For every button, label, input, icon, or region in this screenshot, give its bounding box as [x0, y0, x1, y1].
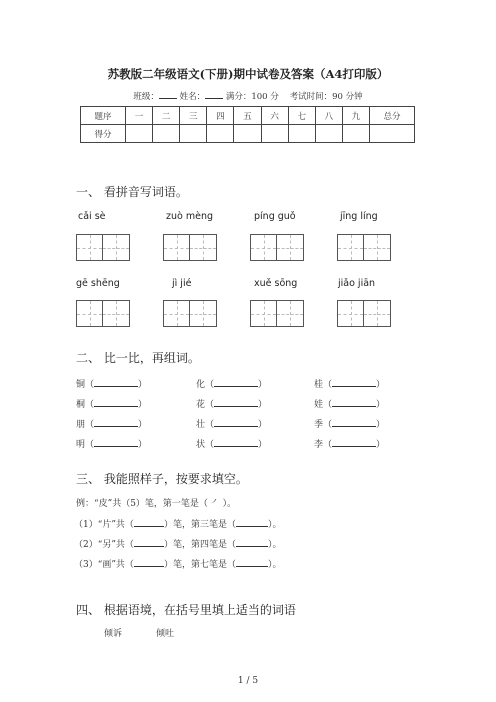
compare-item: 壮（ ）: [196, 417, 267, 430]
section-4-heading: 四、 根据语境，在括号里填上适当的词语: [76, 603, 296, 617]
score-header-cell: 六: [261, 107, 288, 125]
grid-cell[interactable]: [364, 300, 391, 327]
answer-blank[interactable]: [332, 397, 376, 407]
pinyin-label: jīng líng: [340, 211, 378, 222]
writing-grid[interactable]: [250, 234, 304, 261]
fill-text: ）笔，第三笔是（: [163, 520, 236, 530]
name-label: 姓名：: [179, 92, 206, 102]
char: 朋: [76, 420, 86, 430]
char: 花: [196, 400, 206, 410]
char: 桐: [76, 400, 86, 410]
name-blank: [205, 90, 223, 99]
answer-blank[interactable]: [214, 397, 258, 407]
grid-cell[interactable]: [364, 234, 391, 261]
score-header-cell: 七: [288, 107, 315, 125]
score-cell[interactable]: [342, 125, 369, 143]
score-header-cell: 八: [315, 107, 342, 125]
section-3-heading: 三、 我能照样子，按要求填空。: [76, 472, 248, 486]
answer-blank[interactable]: [332, 417, 376, 427]
fill-text: ）。: [267, 540, 282, 550]
answer-blank[interactable]: [94, 377, 138, 387]
answer-blank[interactable]: [214, 437, 258, 447]
score-cell[interactable]: [370, 125, 415, 143]
score-cell[interactable]: [234, 125, 261, 143]
answer-blank[interactable]: [236, 537, 268, 547]
grid-cell[interactable]: [277, 300, 304, 327]
answer-blank[interactable]: [134, 537, 164, 547]
pinyin-label: xuě sōng: [254, 278, 298, 289]
score-cell[interactable]: [207, 125, 234, 143]
grid-cell[interactable]: [190, 300, 217, 327]
fill-text: ）。: [267, 520, 282, 530]
example-line: 例：“皮”共（5）笔，第一笔是（ ㇒ ）。: [76, 499, 237, 509]
answer-blank[interactable]: [94, 397, 138, 407]
fill-text: （2）“另”共（: [74, 540, 134, 550]
pinyin-label: gē shēng: [76, 278, 120, 289]
answer-blank[interactable]: [214, 377, 258, 387]
score-cell[interactable]: [315, 125, 342, 143]
char: 季: [314, 420, 324, 430]
fill-text: （3）“画”共（: [74, 560, 134, 570]
score-header-cell: 总分: [370, 107, 415, 125]
char: 状: [196, 440, 206, 450]
pinyin-label: píng guǒ: [254, 211, 296, 222]
score-cell[interactable]: [261, 125, 288, 143]
writing-grid[interactable]: [337, 300, 391, 327]
compare-item: 桂（ ）: [314, 377, 385, 390]
grid-cell[interactable]: [250, 234, 277, 261]
compare-item: 季（ ）: [314, 417, 385, 430]
compare-item: 桐（ ）: [76, 397, 147, 410]
score-header-cell: 一: [126, 107, 153, 125]
char: 明: [76, 440, 86, 450]
compare-item: 娃（ ）: [314, 397, 385, 410]
answer-blank[interactable]: [236, 517, 268, 527]
score-row: [81, 125, 415, 143]
pinyin-label: zuò mèng: [166, 211, 213, 222]
score-header-cell: 九: [342, 107, 369, 125]
char: 李: [314, 440, 324, 450]
compare-item: 化（ ）: [196, 377, 267, 390]
writing-grid[interactable]: [337, 234, 391, 261]
grid-cell[interactable]: [163, 234, 190, 261]
page-number: 1 / 5: [237, 676, 259, 686]
score-cell[interactable]: [288, 125, 315, 143]
compare-item: 花（ ）: [196, 397, 267, 410]
fill-item: [74, 537, 281, 550]
score-header-cell: 三: [180, 107, 207, 125]
fill-text: ）。: [267, 560, 282, 570]
grid-cell[interactable]: [190, 234, 217, 261]
score-header-cell: 四: [207, 107, 234, 125]
grid-cell[interactable]: [103, 234, 130, 261]
score-table: [80, 106, 415, 143]
pinyin-label: jì jié: [172, 278, 192, 289]
char: 铜: [76, 380, 86, 390]
score-cell[interactable]: [126, 125, 153, 143]
class-label: 班级：: [133, 92, 159, 102]
fill-item: [74, 517, 281, 530]
fill-text: （1）“片”共（: [74, 520, 134, 530]
score-header-cell: 题序: [81, 107, 126, 125]
pinyin-label: jiǎo jiān: [338, 278, 376, 289]
fill-text: ）笔，第七笔是（: [163, 560, 236, 570]
section-1-heading: 一、 看拼音写词语。: [76, 185, 188, 199]
char: 桂: [314, 380, 324, 390]
answer-blank[interactable]: [134, 517, 164, 527]
fill-item: [74, 557, 281, 570]
compare-item: 朋（ ）: [76, 417, 147, 430]
writing-grid[interactable]: [163, 300, 217, 327]
compare-item: 李（ ）: [314, 437, 385, 450]
writing-grid[interactable]: [163, 234, 217, 261]
grid-cell[interactable]: [76, 234, 103, 261]
grid-cell[interactable]: [277, 234, 304, 261]
pinyin-label: cǎi sè: [78, 211, 106, 222]
answer-blank[interactable]: [332, 437, 376, 447]
class-blank: [159, 90, 177, 99]
fill-text: ）笔，第四笔是（: [163, 540, 236, 550]
grid-cell[interactable]: [337, 300, 364, 327]
writing-grid[interactable]: [76, 234, 130, 261]
grid-cell[interactable]: [76, 300, 103, 327]
exam-time: 考试时间：90 分钟: [289, 92, 363, 102]
answer-blank[interactable]: [94, 437, 138, 447]
answer-blank[interactable]: [214, 417, 258, 427]
grid-cell[interactable]: [103, 300, 130, 327]
section-2-heading: 二、 比一比，再组词。: [76, 351, 200, 365]
writing-grid[interactable]: [250, 300, 304, 327]
grid-cell[interactable]: [337, 234, 364, 261]
score-header-cell: 五: [234, 107, 261, 125]
char: 娃: [314, 400, 324, 410]
answer-blank[interactable]: [134, 557, 164, 567]
writing-grid[interactable]: [76, 300, 130, 327]
word-option: 倾吐: [156, 629, 175, 639]
score-cell[interactable]: [153, 125, 180, 143]
word-option: 倾诉: [104, 629, 123, 639]
page-title: 苏教版二年级语文(下册)期中试卷及答案（A4打印版）: [107, 67, 389, 81]
score-cell[interactable]: [180, 125, 207, 143]
answer-blank[interactable]: [236, 557, 268, 567]
grid-cell[interactable]: [250, 300, 277, 327]
score-row-label: 得分: [81, 125, 126, 143]
char: 化: [196, 380, 206, 390]
exam-info: [0, 90, 496, 102]
compare-item: 铜（ ）: [76, 377, 147, 390]
compare-item: 明（ ）: [76, 437, 147, 450]
score-header-row: [81, 107, 415, 125]
answer-blank[interactable]: [94, 417, 138, 427]
answer-blank[interactable]: [332, 377, 376, 387]
char: 壮: [196, 420, 206, 430]
compare-item: 状（ ）: [196, 437, 267, 450]
full-score: 满分：100 分: [225, 92, 279, 102]
score-header-cell: 二: [153, 107, 180, 125]
grid-cell[interactable]: [163, 300, 190, 327]
